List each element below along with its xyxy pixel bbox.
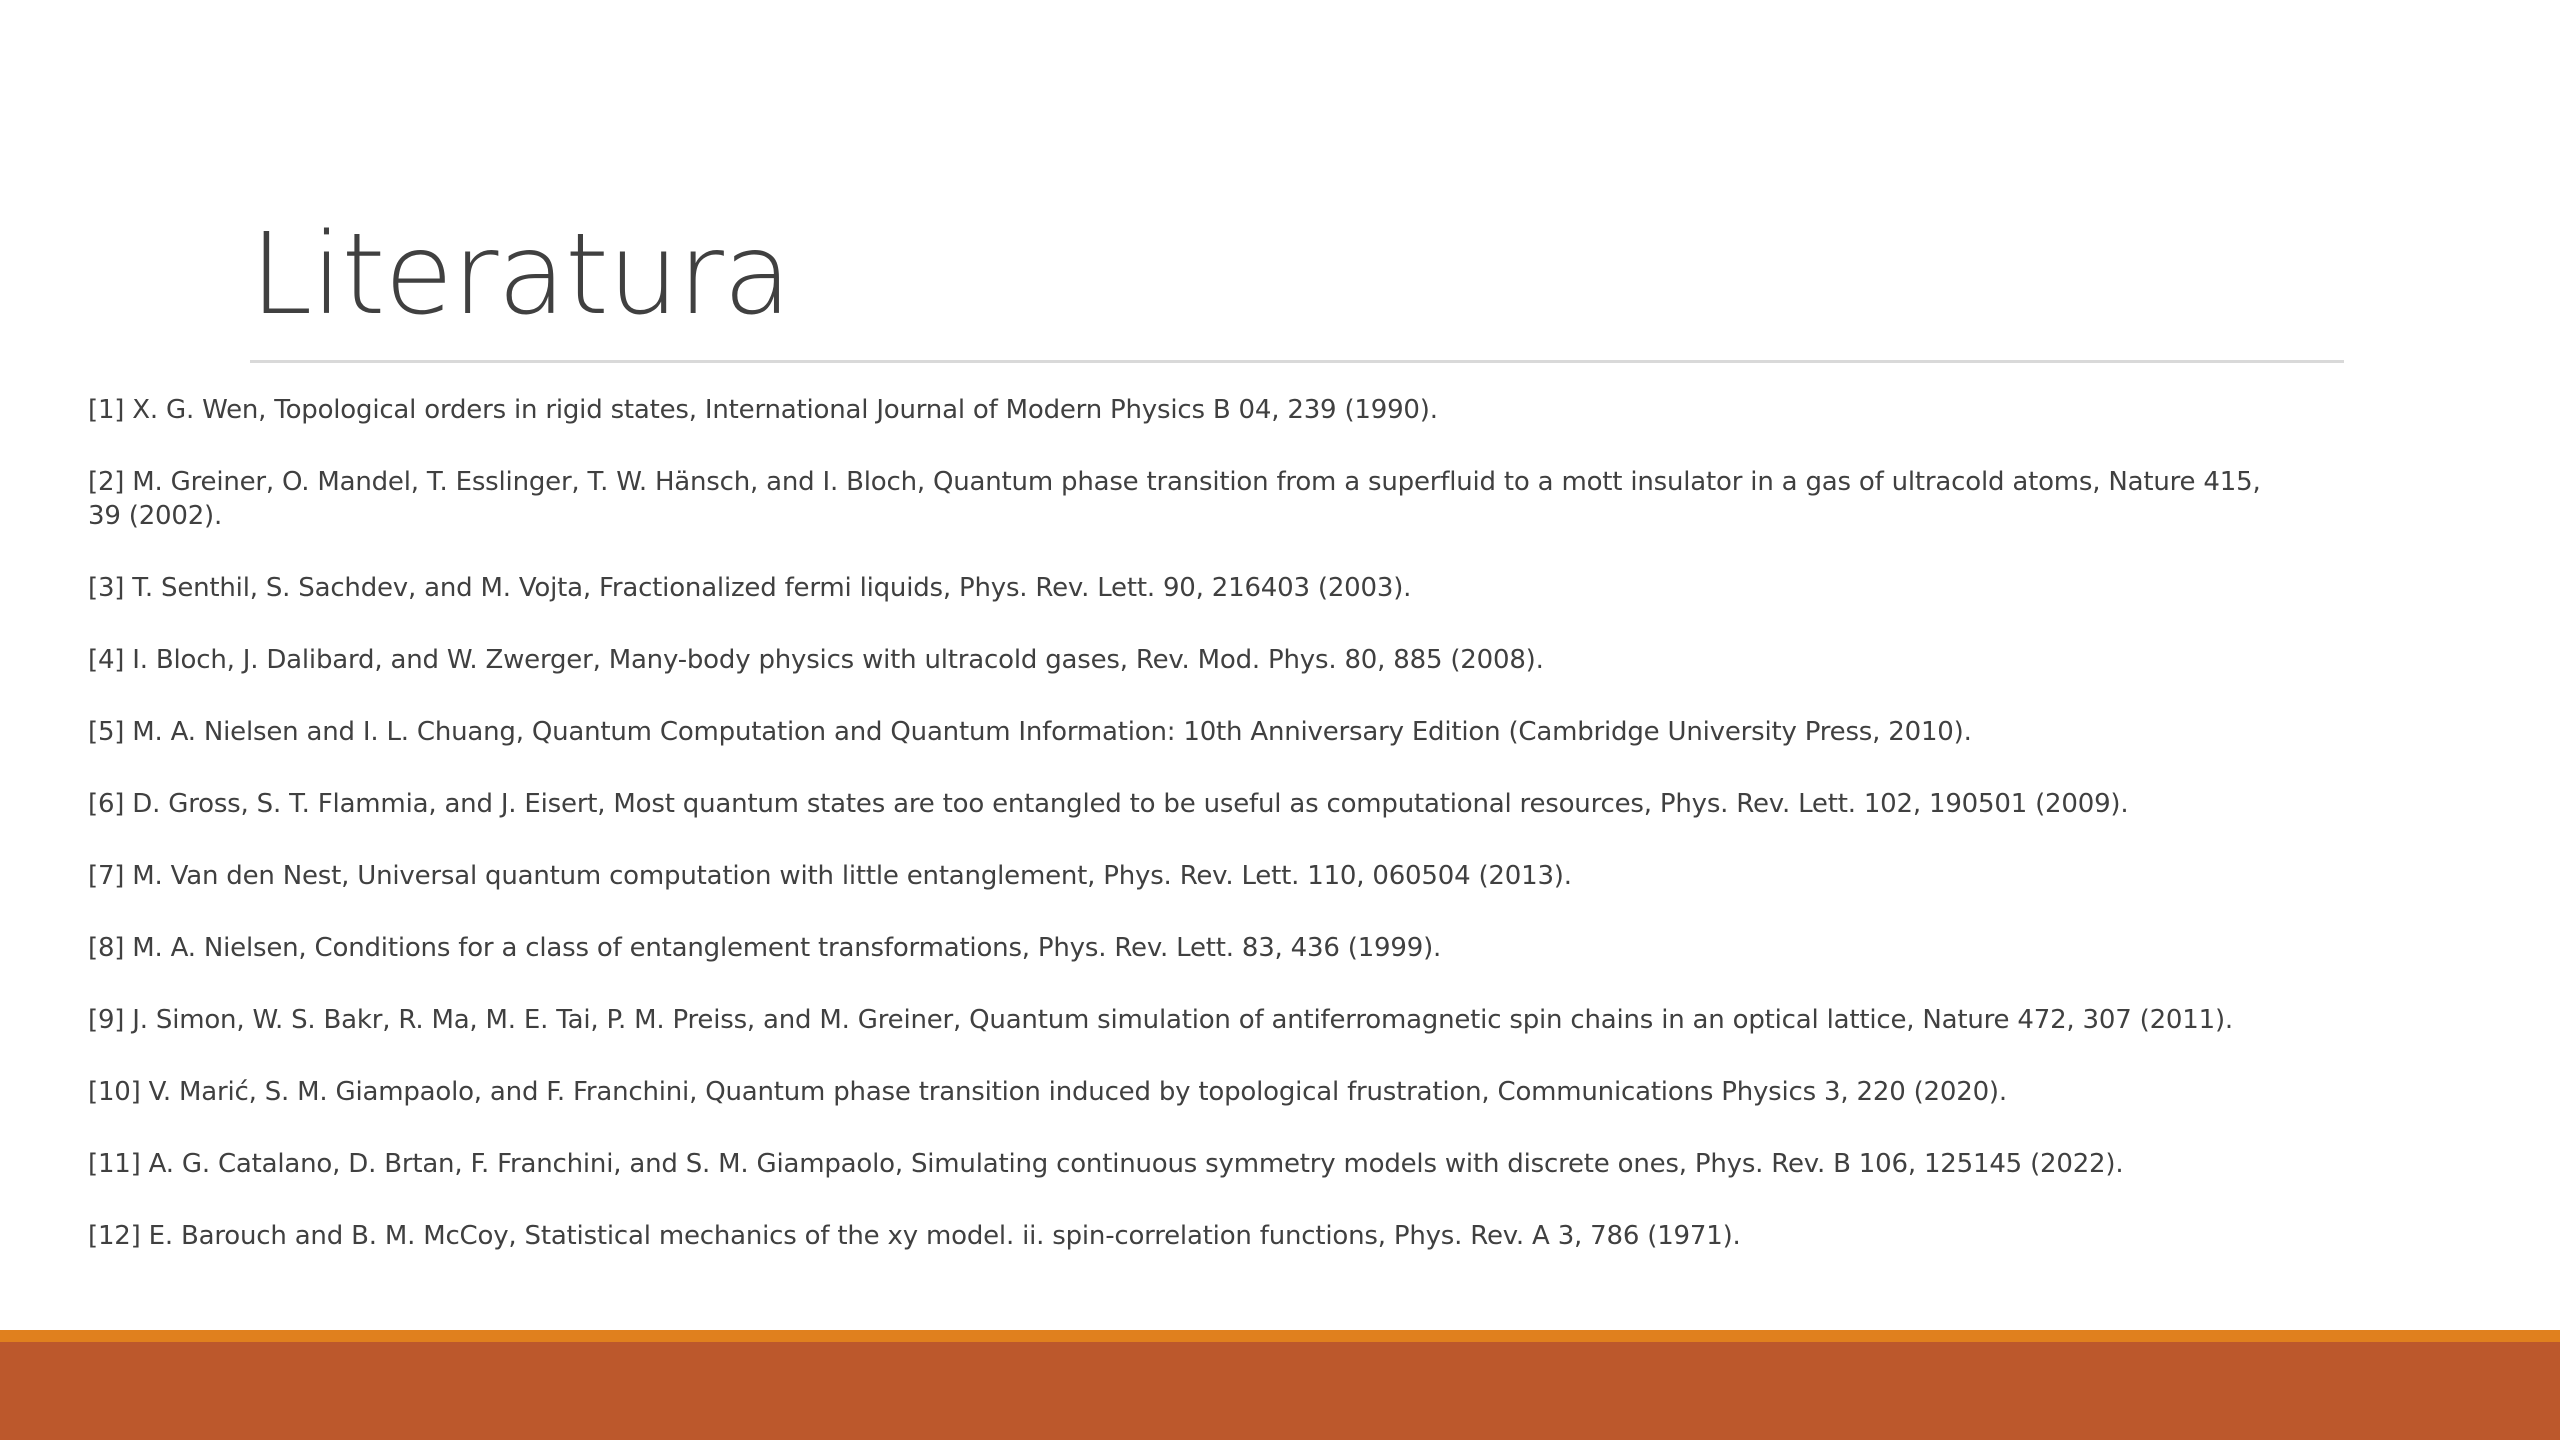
- reference-item-6: [6] D. Gross, S. T. Flammia, and J. Eisert, Most quantum states are too entangled to be useful as computational resources, Phys. Rev. Lett. 102, 190501 (2009).: [88, 789, 2129, 819]
- footer-bar: [0, 1342, 2560, 1440]
- reference-item-8: [8] M. A. Nielsen, Conditions for a class of entanglement transformations, Phys. Rev. Lett. 83, 436 (1999).: [88, 933, 1442, 963]
- slide-title: Literatura: [250, 210, 791, 340]
- reference-item-7: [7] M. Van den Nest, Universal quantum computation with little entanglement, Phys. Rev. Lett. 110, 060504 (2013).: [88, 861, 1572, 891]
- footer-accent-bar: [0, 1330, 2560, 1342]
- title-divider: [250, 360, 2344, 363]
- reference-item-9: [9] J. Simon, W. S. Bakr, R. Ma, M. E. Tai, P. M. Preiss, and M. Greiner, Quantum simulation of antiferromagnetic spin chains in an optical lattice, Nature 472, 307 (2011).: [88, 1005, 2233, 1035]
- reference-item-10: [10] V. Marić, S. M. Giampaolo, and F. Franchini, Quantum phase transition induced by topological frustration, Communications Physics 3, 220 (2020).: [88, 1077, 2007, 1107]
- reference-item-4: [4] I. Bloch, J. Dalibard, and W. Zwerger, Many-body physics with ultracold gases, Rev. Mod. Phys. 80, 885 (2008).: [88, 645, 1544, 675]
- reference-item-2: [2] M. Greiner, O. Mandel, T. Esslinger, T. W. Hänsch, and I. Bloch, Quantum phase transition from a superfluid to a mott insulator in a gas of ultracold atoms, Nature 415, 39 (2002).: [88, 467, 2261, 531]
- reference-item-1: [1] X. G. Wen, Topological orders in rigid states, International Journal of Modern Physics B 04, 239 (1990).: [88, 395, 1438, 425]
- reference-item-11: [11] A. G. Catalano, D. Brtan, F. Franchini, and S. M. Giampaolo, Simulating continuous symmetry models with discrete ones, Phys. Rev. B 106, 125145 (2022).: [88, 1149, 2124, 1179]
- reference-item-5: [5] M. A. Nielsen and I. L. Chuang, Quantum Computation and Quantum Information: 10th Anniversary Edition (Cambridge University Press, 2010).: [88, 717, 1972, 747]
- reference-item-12: [12] E. Barouch and B. M. McCoy, Statistical mechanics of the xy model. ii. spin-correlation functions, Phys. Rev. A 3, 786 (1971).: [88, 1221, 1741, 1251]
- reference-list: [88, 393, 2288, 1291]
- reference-item-3: [3] T. Senthil, S. Sachdev, and M. Vojta, Fractionalized fermi liquids, Phys. Rev. Lett. 90, 216403 (2003).: [88, 573, 1412, 603]
